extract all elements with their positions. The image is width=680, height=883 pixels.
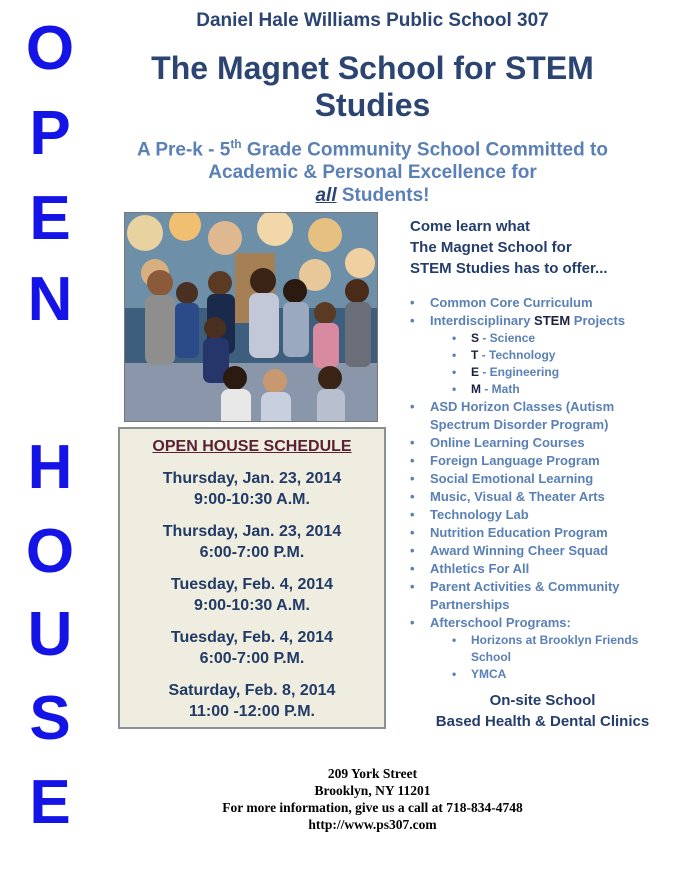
list-item-text: Afterschool Programs: bbox=[430, 615, 571, 630]
vertical-letter: U bbox=[27, 600, 73, 669]
bullet-icon: • bbox=[410, 295, 415, 310]
bullet-icon: • bbox=[452, 365, 457, 379]
students-photo-illustration bbox=[125, 213, 377, 421]
bullet-icon: • bbox=[452, 667, 457, 681]
list-item bbox=[410, 434, 675, 452]
bullet-icon: • bbox=[410, 453, 415, 468]
vertical-letter: O bbox=[25, 517, 75, 586]
subtitle-sup: th bbox=[230, 137, 242, 151]
stem-letter: E bbox=[471, 365, 480, 379]
list-item-text: Projects bbox=[570, 313, 626, 328]
subtitle-text: Students! bbox=[336, 185, 430, 207]
offer-heading-line: STEM Studies has to offer... bbox=[410, 260, 608, 277]
vertical-letter: E bbox=[29, 768, 71, 837]
offer-heading-line: The Magnet School for bbox=[410, 239, 572, 256]
sub-item-text: - Technology bbox=[478, 348, 556, 362]
sub-list-item bbox=[410, 364, 675, 381]
list-item-text: Athletics For All bbox=[430, 561, 530, 576]
vertical-letter: S bbox=[29, 684, 71, 753]
list-item bbox=[410, 470, 675, 488]
schedule-date: Tuesday, Feb. 4, 2014 bbox=[170, 576, 334, 593]
list-item-text: Music, Visual & Theater Arts bbox=[430, 489, 605, 504]
vertical-letter: H bbox=[27, 433, 73, 502]
contact-footer bbox=[100, 765, 645, 833]
bullet-icon: • bbox=[410, 525, 415, 540]
open-house-vertical-text bbox=[0, 0, 100, 883]
bullet-icon: • bbox=[410, 543, 415, 558]
bullet-icon: • bbox=[452, 382, 457, 396]
list-item-text: Parent Activities & Community bbox=[430, 579, 620, 594]
stem-letter: T bbox=[471, 348, 479, 362]
features-list bbox=[410, 294, 675, 683]
list-item-text: Spectrum Disorder Program) bbox=[430, 417, 609, 432]
sub-item-text: School bbox=[471, 650, 512, 664]
students-photo bbox=[124, 212, 378, 422]
schedule-time: 6:00-7:00 P.M. bbox=[199, 650, 305, 667]
bullet-icon: • bbox=[410, 313, 415, 328]
sub-item-text: - Science bbox=[479, 331, 536, 345]
contact-info: For more information, give us a call at 718-834-4748 bbox=[222, 800, 523, 815]
bullet-icon: • bbox=[410, 507, 415, 522]
list-item-text: ASD Horizon Classes (Autism bbox=[430, 399, 615, 414]
bullet-icon: • bbox=[410, 489, 415, 504]
vertical-letter: O bbox=[25, 14, 75, 83]
stem-letter: S bbox=[471, 331, 480, 345]
onsite-line: On-site School bbox=[489, 692, 596, 709]
schedule-time: 11:00 -12:00 P.M. bbox=[188, 703, 315, 720]
vertical-letter: P bbox=[29, 99, 71, 168]
onsite-line: Based Health & Dental Clinics bbox=[435, 713, 650, 730]
schedule-time: 9:00-10:30 A.M. bbox=[194, 491, 310, 508]
sub-list-item bbox=[410, 381, 675, 398]
schedule-heading: OPEN HOUSE SCHEDULE bbox=[152, 438, 352, 455]
bullet-icon: • bbox=[410, 579, 415, 594]
sub-item-text: YMCA bbox=[471, 667, 507, 681]
website-link[interactable]: http://www.ps307.com bbox=[308, 817, 437, 832]
offer-heading bbox=[410, 216, 675, 279]
bullet-icon: • bbox=[452, 331, 457, 345]
schedule-date: Thursday, Jan. 23, 2014 bbox=[162, 523, 342, 540]
schedule-entry bbox=[120, 680, 384, 722]
list-item bbox=[410, 398, 675, 434]
subtitle-line-1 bbox=[100, 133, 645, 161]
address-street: 209 York Street bbox=[327, 766, 418, 781]
vertical-letter: N bbox=[27, 265, 73, 334]
emphasis-all: all bbox=[315, 185, 337, 207]
list-item bbox=[410, 560, 675, 578]
onsite-clinics bbox=[410, 690, 675, 732]
subtitle-line-2: Academic & Personal Excellence for bbox=[208, 162, 537, 184]
sub-list-item bbox=[410, 666, 675, 683]
list-item-text: Interdisciplinary bbox=[430, 313, 535, 328]
list-item-text: Nutrition Education Program bbox=[430, 525, 608, 540]
list-item bbox=[410, 294, 675, 312]
sub-list-item bbox=[410, 330, 675, 347]
sub-item-text: - Math bbox=[481, 382, 520, 396]
list-item bbox=[410, 578, 675, 614]
sub-list-item bbox=[410, 632, 675, 666]
list-item bbox=[410, 614, 675, 632]
school-name: Daniel Hale Williams Public School 307 bbox=[196, 10, 549, 31]
list-item-text: Social Emotional Learning bbox=[430, 471, 594, 486]
list-item-text: Online Learning Courses bbox=[430, 435, 585, 450]
subtitle-text: A Pre-k - 5 bbox=[137, 139, 231, 161]
sub-list-item bbox=[410, 347, 675, 364]
list-item-text: Foreign Language Program bbox=[430, 453, 600, 468]
stem-letter: M bbox=[471, 382, 481, 396]
schedule-entry bbox=[120, 574, 384, 616]
schedule-entry bbox=[120, 521, 384, 563]
bullet-icon: • bbox=[410, 615, 415, 630]
subtitle-line-3 bbox=[100, 184, 645, 207]
list-item bbox=[410, 524, 675, 542]
schedule-date: Tuesday, Feb. 4, 2014 bbox=[170, 629, 334, 646]
list-item-text: Partnerships bbox=[430, 597, 510, 612]
bullet-icon: • bbox=[410, 399, 415, 414]
subtitle bbox=[100, 133, 645, 207]
bullet-icon: • bbox=[410, 561, 415, 576]
offer-heading-line: Come learn what bbox=[410, 218, 531, 235]
schedule-date: Thursday, Jan. 23, 2014 bbox=[162, 470, 342, 487]
schedule-entry bbox=[120, 627, 384, 669]
schedule-date: Saturday, Feb. 8, 2014 bbox=[168, 682, 336, 699]
schedule-entry bbox=[120, 468, 384, 510]
address-city: Brooklyn, NY 11201 bbox=[314, 783, 431, 798]
list-item bbox=[410, 312, 675, 330]
bullet-icon: • bbox=[452, 348, 457, 362]
bullet-icon: • bbox=[410, 471, 415, 486]
sub-item-text: - Engineering bbox=[479, 365, 560, 379]
list-item bbox=[410, 542, 675, 560]
bullet-icon: • bbox=[452, 633, 457, 647]
sub-item-text: Horizons at Brooklyn Friends bbox=[471, 633, 639, 647]
open-house-schedule bbox=[118, 427, 386, 729]
subtitle-text: Grade Community School Committed to bbox=[241, 139, 608, 161]
stem-emphasis: STEM bbox=[534, 313, 571, 328]
bullet-icon: • bbox=[410, 435, 415, 450]
page-title: The Magnet School for STEM Studies bbox=[151, 50, 594, 123]
schedule-time: 9:00-10:30 A.M. bbox=[194, 597, 310, 614]
schedule-time: 6:00-7:00 P.M. bbox=[199, 544, 305, 561]
list-item-text: Common Core Curriculum bbox=[430, 295, 593, 310]
list-item-text: Award Winning Cheer Squad bbox=[430, 543, 609, 558]
list-item bbox=[410, 452, 675, 470]
list-item bbox=[410, 506, 675, 524]
list-item-text: Technology Lab bbox=[430, 507, 529, 522]
list-item bbox=[410, 488, 675, 506]
vertical-letter: E bbox=[29, 184, 71, 253]
